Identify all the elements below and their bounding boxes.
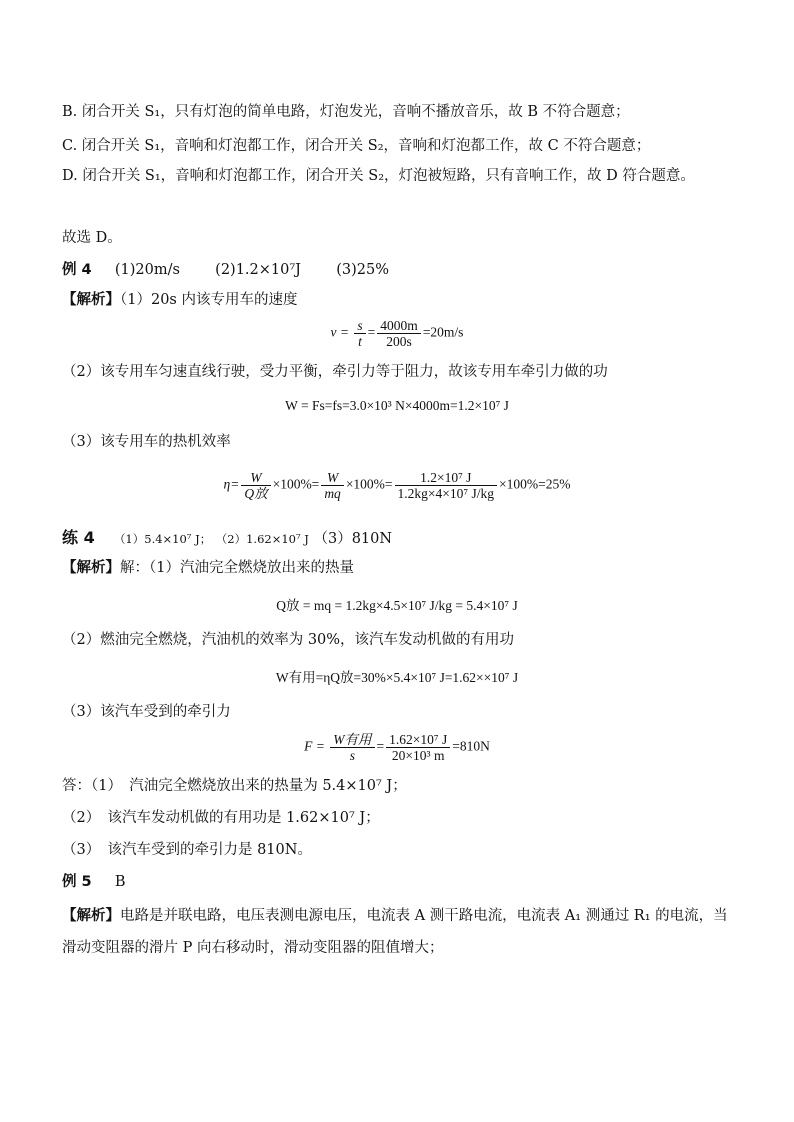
work-equation: W = Fs=fs=3.0×10³ N×4000m=1.2×10⁷ J [285, 398, 509, 413]
practice-4-answer-2: （2）1.62×10⁷ J [215, 532, 309, 546]
numerator: 4000m [377, 318, 421, 334]
heat-equation: Q放 = mq = 1.2kg×4.5×10⁷ J/kg = 5.4×10⁷ J [276, 598, 518, 613]
example-4-label: 例 4 [62, 262, 92, 278]
useful-work-equation: W有用=ηQ放=30%×5.4×10⁷ J=1.62××10⁷ J [275, 670, 519, 685]
practice-4-step-1 [62, 558, 354, 578]
solution-marker: 解： [120, 560, 149, 576]
denominator: 1.2kg×4×10⁷ J/kg [397, 486, 494, 501]
eq-rhs: =810N [452, 738, 490, 754]
step-1-text: （1）20s 内该专用车的速度 [120, 292, 298, 308]
practice-4-step-3: （3）该汽车受到的牵引力 [62, 704, 231, 720]
example-5-header [62, 872, 126, 892]
eq-middle: ×100%= [345, 476, 393, 492]
velocity-equation: v = $\frac{s}{t}$ = $\frac{4000m}{200s}$ =20m/s [330, 318, 464, 349]
fraction [241, 470, 270, 501]
example-5-answer: B [114, 874, 126, 890]
answer-line-2: （2） 该汽车发动机做的有用功是 1.62×10⁷ J； [62, 810, 380, 826]
example-4-header [62, 260, 389, 280]
numerator: 1.62×10⁷ J [386, 732, 450, 748]
eq-rhs: =20m/s [422, 324, 464, 340]
numerator: s [354, 318, 365, 334]
practice-4-answer-3: （3）810N [313, 531, 393, 547]
denominator: t [358, 334, 362, 349]
example-4-step-2: （2）该专用车匀速直线行驶，受力平衡，牵引力等于阻力，故该专用车牵引力做的功 [62, 364, 608, 380]
efficiency-equation [0, 470, 794, 501]
fraction [321, 470, 344, 501]
fraction [395, 470, 497, 501]
numerator: W [241, 470, 270, 486]
denominator: mq [324, 486, 341, 501]
analysis-tag: 【解析】 [62, 560, 120, 576]
practice-4-answer-1: （1）5.4×10⁷ J； [113, 532, 212, 546]
eq-lhs: F = [304, 738, 325, 754]
example-5-label: 例 5 [62, 874, 92, 890]
answer-line-3: （3） 该汽车受到的牵引力是 810N。 [62, 842, 312, 858]
option-d-text: D. 闭合开关 S₁，音响和灯泡都工作，闭合开关 S₂，灯泡被短路，只有音响工作，故 D 符合题意。 [62, 168, 695, 184]
numerator: 1.2×10⁷ J [395, 470, 497, 486]
fraction [330, 732, 374, 763]
fraction [354, 318, 365, 349]
practice-4-label: 练 4 [62, 528, 95, 547]
example-4-answer-3: (3)25% [336, 262, 389, 278]
eq-lhs: η= [223, 476, 240, 492]
choose-answer: 故选 D。 [62, 230, 122, 246]
practice-4-step-2: （2）燃油完全燃烧，汽油机的效率为 30%，该汽车发动机做的有用功 [62, 632, 515, 648]
traction-force-equation: F = $\frac{\text{W有用}}{s}$ = $\frac{\text{1.62×10⁷ J}}{\text{20×10³ m}}$ =810N [304, 732, 490, 763]
analysis-tag: 【解析】 [62, 908, 120, 924]
fraction [386, 732, 450, 763]
eq-lhs: v = [330, 324, 350, 340]
fraction [377, 318, 421, 349]
example-4-step-3: （3）该专用车的热机效率 [62, 434, 231, 450]
option-c-text: C. 闭合开关 S₁，音响和灯泡都工作，闭合开关 S₂，音响和灯泡都工作，故 C 不符合题意； [62, 138, 651, 154]
denominator: s [349, 748, 356, 763]
eq-rhs: ×100%=25% [499, 476, 571, 492]
numerator: W有用 [330, 732, 374, 748]
answer-line-1: 答：（1） 汽油完全燃烧放出来的热量为 5.4×10⁷ J； [62, 778, 407, 794]
example-4-answer-1: (1)20m/s [114, 262, 180, 278]
option-b-text: B. 闭合开关 S₁，只有灯泡的简单电路，灯泡发光，音响不播放音乐，故 B 不符合题意； [62, 104, 630, 120]
numerator: W [321, 470, 344, 486]
denominator: 200s [386, 334, 412, 349]
denominator: 20×10³ m [391, 748, 445, 763]
denominator: Q放 [244, 486, 268, 501]
step-1-text: （1）汽油完全燃烧放出来的热量 [149, 560, 354, 576]
example-4-step-1 [62, 290, 297, 310]
analysis-text: 电路是并联电路，电压表测电源电压，电流表 A 测干路电流，电流表 A₁ 测通过 R₁ 的电流，当滑动变阻器的滑片 P 向右移动时，滑动变阻器的阻值增大； [62, 908, 728, 956]
practice-4-header [62, 528, 392, 549]
example-5-analysis [62, 900, 732, 964]
example-4-answer-2: (2)1.2×10⁷J [215, 262, 301, 278]
eq-middle: ×100%= [272, 476, 320, 492]
analysis-tag: 【解析】 [62, 292, 120, 308]
